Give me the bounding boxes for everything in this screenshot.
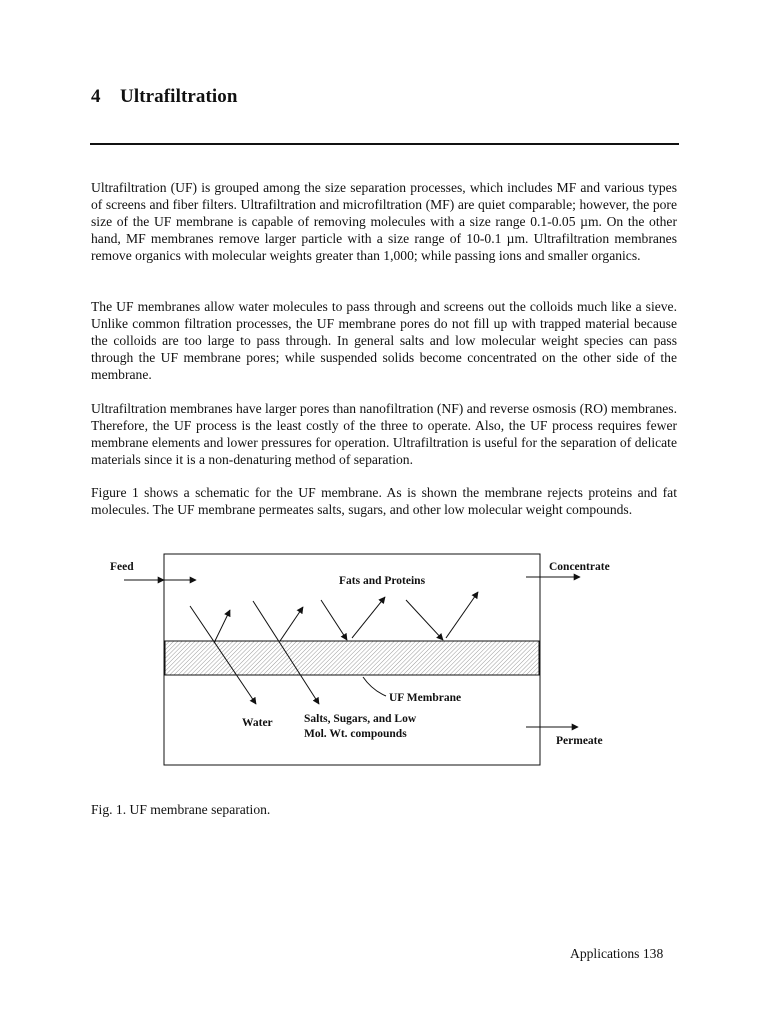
concentrate-label: Concentrate — [549, 561, 610, 573]
permeate-label: Permeate — [556, 735, 603, 747]
page-footer: Applications 138 — [570, 946, 664, 961]
section-title: Ultrafiltration — [120, 86, 238, 107]
paragraph-comparison: Ultrafiltration membranes have larger pores than nanofiltration (NF) and reverse osmosis (RO) membranes. Therefore, the UF process is the least costly of the three to operate. Also, the UF process requires fewer membrane elements and lower pressures for operation. Ultrafiltration is useful for the separation of delicate materials since it is a non-denaturing method of separation. — [91, 401, 677, 467]
section-number: 4 — [91, 86, 101, 107]
rejection-arrow-out — [446, 592, 478, 638]
fats-proteins-label: Fats and Proteins — [339, 575, 426, 587]
section-heading — [91, 86, 238, 108]
uf-membrane-label: UF Membrane — [389, 692, 462, 704]
figure-caption: Fig. 1. UF membrane separation. — [91, 802, 271, 817]
feed-label: Feed — [110, 561, 134, 573]
paragraph-sieve: The UF membranes allow water molecules to pass through and screens out the colloids much like a sieve. Unlike common filtration processes, the UF membrane pores do not fill up with trapped material because the colloids are too large to pass through. In general salts and low molecular weight species can pass through the UF membrane pores; while suspended solids become concentrated on the other side of the membrane. — [91, 299, 677, 382]
paragraph-intro: Ultrafiltration (UF) is grouped among the size separation processes, which includes MF and various types of screens and fiber filters. Ultrafiltration and microfiltration (MF) are quiet comparable; however, the pore size of the UF membrane is capable of removing molecules with a size range 0.1-0.05 µm. On the other hand, MF membranes remove larger particle with a size range of 10-0.1 µm. Ultrafiltration membranes remove organics with molecular weights greater than 1,000; while passing ions and smaller organics. — [91, 180, 677, 263]
rejection-arrow-in — [406, 600, 443, 640]
paragraph-figure-ref: Figure 1 shows a schematic for the UF membrane. As is shown the membrane rejects proteins and fat molecules. The UF membrane permeates salts, sugars, and other low molecular weight compounds. — [91, 485, 677, 517]
rejection-arrow-out — [280, 607, 303, 641]
membrane-leader-line — [363, 677, 386, 696]
salts-label-line2: Mol. Wt. compounds — [304, 728, 407, 740]
heading-rule — [90, 143, 679, 145]
water-label: Water — [242, 717, 273, 729]
salts-label-line1: Salts, Sugars, and Low — [304, 713, 417, 725]
membrane-layer — [165, 641, 539, 675]
rejection-arrow-out — [352, 597, 385, 638]
rejection-arrow-in — [321, 600, 347, 640]
rejection-arrow-out — [214, 610, 230, 643]
